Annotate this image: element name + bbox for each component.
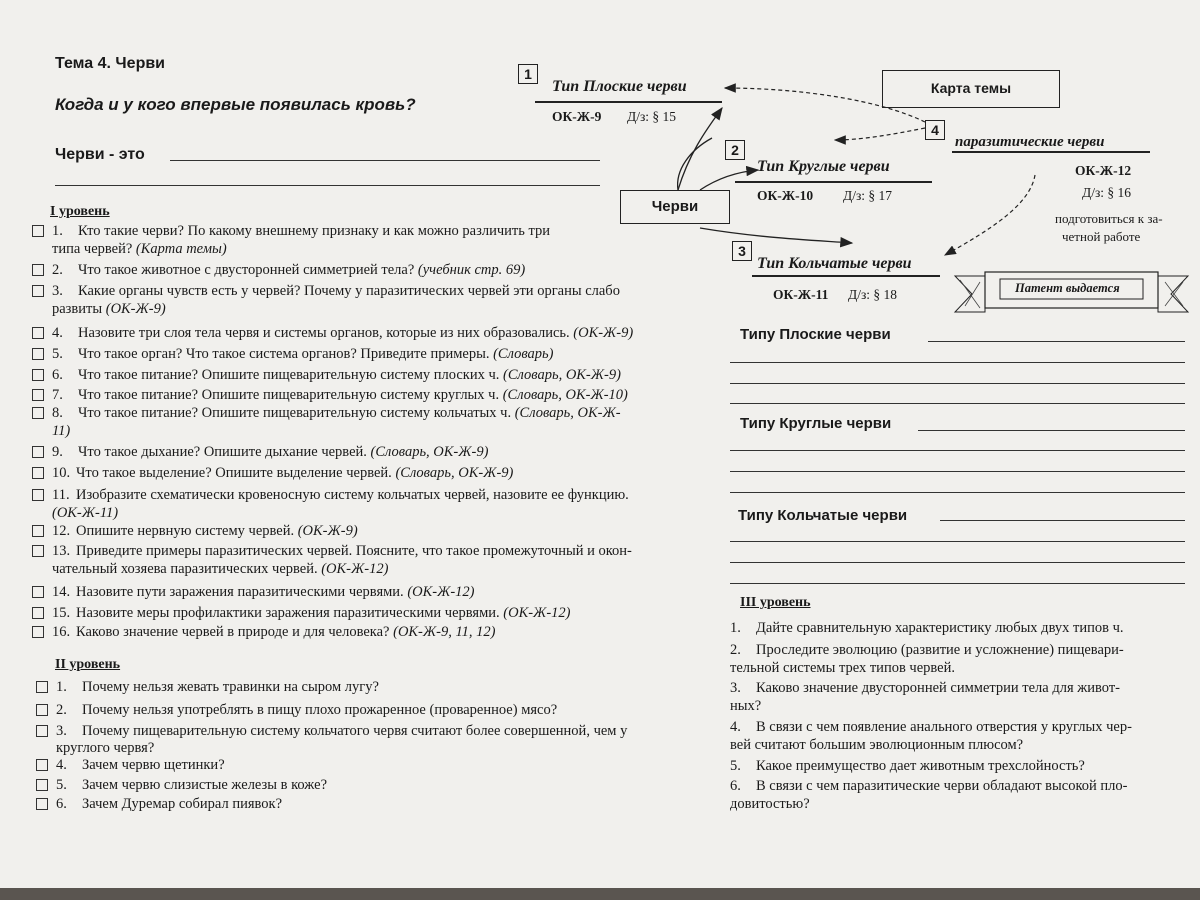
question-ref: (ОК-Ж-9) bbox=[105, 301, 166, 317]
patent-flat-line-1[interactable] bbox=[730, 362, 1185, 363]
level3-question bbox=[730, 680, 1120, 697]
exam-note-1: подготовиться к за- bbox=[1055, 211, 1163, 226]
level3-question bbox=[730, 642, 1124, 659]
question-text: Опишите нервную систему червей. bbox=[76, 523, 295, 539]
level1-question bbox=[52, 605, 570, 622]
level1-question bbox=[52, 543, 632, 560]
type1-ok: ОК-Ж-9 bbox=[552, 109, 602, 124]
question-ref: (Словарь, ОК-Ж-9) bbox=[395, 465, 514, 481]
question-text: Какие органы чувств есть у червей? Почему у паразитических червей эти органы слабо bbox=[78, 283, 620, 299]
question-ref: (ОК-Ж-9) bbox=[297, 523, 358, 539]
question-checkbox[interactable] bbox=[32, 407, 44, 419]
question-number: 2. bbox=[56, 702, 67, 718]
question-text: Каково значение червей в природе и для человека? bbox=[76, 624, 390, 640]
type3-name: Тип Кольчатые черви bbox=[757, 255, 912, 272]
type2-name: Тип Круглые черви bbox=[757, 158, 890, 175]
question-text: Изобразите схематически кровеносную систему кольчатых червей, назовите ее функцию. bbox=[76, 487, 629, 503]
level2-question bbox=[56, 723, 627, 740]
level3-question bbox=[730, 719, 1132, 736]
question-text-cont: чательный хозяева паразитических червей. bbox=[52, 561, 318, 577]
question-number: 16. bbox=[52, 624, 71, 640]
question-text: В связи с чем паразитические черви обладают высокой пло- bbox=[756, 778, 1128, 794]
question-text: Назовите три слоя тела червя и системы органов, которые из них образовались. bbox=[78, 325, 570, 341]
question-number: 3. bbox=[56, 723, 67, 739]
level1-question-cont bbox=[52, 423, 70, 440]
question-ref: (Словарь, ОК-Ж-9) bbox=[370, 444, 489, 460]
patent-ringed-line-2[interactable] bbox=[730, 562, 1185, 563]
patent-ringed-line-3[interactable] bbox=[730, 583, 1185, 584]
type4-dz: Д/з: § 16 bbox=[1082, 185, 1132, 200]
question-text-cont: довитостью? bbox=[730, 796, 810, 812]
question-number: 1. bbox=[730, 620, 741, 636]
exam-note-2: четной работе bbox=[1062, 229, 1141, 244]
level1-question bbox=[52, 584, 475, 601]
level2-question bbox=[56, 702, 557, 719]
question-number: 1. bbox=[52, 223, 63, 239]
question-text: Зачем червю слизистые железы в коже? bbox=[82, 777, 327, 793]
level3-question bbox=[730, 778, 1127, 795]
question-number: 5. bbox=[730, 758, 741, 774]
question-number: 4. bbox=[730, 719, 741, 735]
question-number: 13. bbox=[52, 543, 71, 559]
question-text: Что такое питание? Опишите пищеварительную систему кольчатых ч. bbox=[78, 405, 512, 421]
question-text-cont: развиты bbox=[52, 301, 103, 317]
level1-question bbox=[52, 405, 621, 422]
type1-number: 1 bbox=[518, 64, 538, 84]
question-text: Что такое питание? Опишите пищеварительную систему плоских ч. bbox=[78, 367, 500, 383]
level1-question bbox=[52, 487, 629, 504]
question-ref: (Словарь, ОК-Ж- bbox=[514, 405, 621, 421]
question-text: Почему нельзя жевать травинки на сыром лугу? bbox=[82, 679, 379, 695]
question-ref: (ОК-Ж-9) bbox=[573, 325, 634, 341]
question-checkbox[interactable] bbox=[36, 681, 48, 693]
question-number: 14. bbox=[52, 584, 71, 600]
level3-title: III уровень bbox=[740, 595, 811, 610]
level2-question bbox=[56, 796, 282, 813]
level1-title: I уровень bbox=[50, 204, 110, 219]
question-checkbox[interactable] bbox=[32, 545, 44, 557]
question-text: Какое преимущество дает животным трехслойность? bbox=[756, 758, 1085, 774]
question-checkbox[interactable] bbox=[36, 798, 48, 810]
question-text: Что такое дыхание? Опишите дыхание червей. bbox=[78, 444, 367, 460]
level3-question bbox=[730, 758, 1085, 775]
question-ref: (Словарь) bbox=[493, 346, 554, 362]
question-text-cont: круглого червя? bbox=[56, 740, 155, 756]
question-text: Что такое выделение? Опишите выделение червей. bbox=[76, 465, 392, 481]
question-number: 8. bbox=[52, 405, 63, 421]
question-number: 6. bbox=[730, 778, 741, 794]
question-text: Зачем червю щетинки? bbox=[82, 757, 225, 773]
type1-name: Тип Плоские черви bbox=[552, 78, 687, 95]
type4-name: паразитические черви bbox=[955, 134, 1105, 150]
question-checkbox[interactable] bbox=[32, 369, 44, 381]
type2-dz: Д/з: § 17 bbox=[843, 188, 893, 203]
question-ref: (ОК-Ж-9, 11, 12) bbox=[393, 624, 496, 640]
level2-question-cont bbox=[56, 740, 154, 757]
question-number: 7. bbox=[52, 387, 63, 403]
question-number: 5. bbox=[52, 346, 63, 362]
type4-number: 4 bbox=[925, 120, 945, 140]
patent-flat-label: Типу Плоские черви bbox=[740, 326, 891, 343]
question-ref: (Словарь, ОК-Ж-10) bbox=[502, 387, 628, 403]
level1-question bbox=[52, 367, 621, 384]
question-ref-cont: (ОК-Ж-11) bbox=[52, 505, 119, 521]
question-number: 11. bbox=[52, 487, 70, 503]
patent-flat-line-2[interactable] bbox=[730, 383, 1185, 384]
question-number: 1. bbox=[56, 679, 67, 695]
question-checkbox[interactable] bbox=[32, 626, 44, 638]
question-ref: (ОК-Ж-12) bbox=[407, 584, 475, 600]
level2-question bbox=[56, 757, 225, 774]
question-text: Что такое животное с двусторонней симметрией тела? bbox=[78, 262, 415, 278]
question-checkbox[interactable] bbox=[32, 389, 44, 401]
question-ref: (Карта темы) bbox=[135, 241, 227, 257]
patent-flat-line-3[interactable] bbox=[730, 403, 1185, 404]
level1-question bbox=[52, 465, 513, 482]
topic-title: Тема 4. Черви bbox=[55, 55, 166, 72]
patent-flat-line-0[interactable] bbox=[928, 341, 1185, 342]
level3-question-cont bbox=[730, 698, 761, 715]
main-question: Когда и у кого впервые появилась кровь? bbox=[55, 95, 416, 114]
question-checkbox[interactable] bbox=[36, 725, 48, 737]
question-ref: (учебник стр. 69) bbox=[417, 262, 526, 278]
type3-number: 3 bbox=[732, 241, 752, 261]
level2-question bbox=[56, 679, 379, 696]
question-number: 4. bbox=[52, 325, 63, 341]
question-text: Почему нельзя употреблять в пищу плохо прожаренное (проваренное) мясо? bbox=[82, 702, 558, 718]
question-checkbox[interactable] bbox=[32, 348, 44, 360]
level2-question bbox=[56, 777, 327, 794]
definition-label: Черви - это bbox=[55, 146, 145, 163]
map-title: Карта темы bbox=[930, 80, 1012, 96]
level1-question bbox=[52, 387, 628, 404]
patent-round-line-2[interactable] bbox=[730, 471, 1185, 472]
question-number: 2. bbox=[730, 642, 741, 658]
question-number: 15. bbox=[52, 605, 71, 621]
patent-round-line-0[interactable] bbox=[918, 430, 1185, 431]
question-text: Каково значение двусторонней симметрии тела для живот- bbox=[756, 680, 1121, 696]
question-checkbox[interactable] bbox=[32, 607, 44, 619]
question-number: 9. bbox=[52, 444, 63, 460]
level1-question bbox=[52, 346, 553, 363]
level1-question bbox=[52, 523, 358, 540]
type2-ok: ОК-Ж-10 bbox=[757, 188, 814, 203]
question-text: Назовите пути заражения паразитическими червями. bbox=[76, 584, 404, 600]
level1-question-cont bbox=[52, 505, 118, 522]
question-checkbox[interactable] bbox=[32, 489, 44, 501]
type3-dz: Д/з: § 18 bbox=[848, 287, 898, 302]
question-number: 6. bbox=[56, 796, 67, 812]
question-text: Кто такие черви? По какому внешнему признаку и как можно различить три bbox=[78, 223, 550, 239]
question-checkbox[interactable] bbox=[32, 586, 44, 598]
level3-question-cont bbox=[730, 660, 955, 677]
level3-question-cont bbox=[730, 796, 810, 813]
question-text: В связи с чем появление анального отверстия у круглых чер- bbox=[756, 719, 1132, 735]
question-text-cont: типа червей? bbox=[52, 241, 133, 257]
question-text: Проследите эволюцию (развитие и усложнение) пищевари- bbox=[756, 642, 1124, 658]
type4-ok: ОК-Ж-12 bbox=[1075, 163, 1132, 178]
question-checkbox[interactable] bbox=[36, 779, 48, 791]
question-text-cont: вей считают большим эволюционным плюсом? bbox=[730, 737, 1024, 753]
question-text: Дайте сравнительную характеристику любых двух типов ч. bbox=[756, 620, 1124, 636]
question-checkbox[interactable] bbox=[36, 759, 48, 771]
patent-ringed-label: Типу Кольчатые черви bbox=[738, 507, 908, 524]
level3-question bbox=[730, 620, 1124, 637]
patent-round-label: Типу Круглые черви bbox=[740, 415, 892, 432]
question-number: 3. bbox=[730, 680, 741, 696]
question-number: 12. bbox=[52, 523, 71, 539]
map-center: Черви bbox=[651, 198, 699, 215]
question-checkbox[interactable] bbox=[36, 704, 48, 716]
level3-question-cont bbox=[730, 737, 1023, 754]
question-checkbox[interactable] bbox=[32, 525, 44, 537]
level2-title: II уровень bbox=[55, 657, 121, 672]
question-ref: (ОК-Ж-12) bbox=[321, 561, 389, 577]
question-text: Почему пищеварительную систему кольчатого червя считают более совершенной, чем у bbox=[82, 723, 628, 739]
question-text-cont: ных? bbox=[730, 698, 762, 714]
patent-ribbon-text: Патент выдается bbox=[1015, 281, 1120, 295]
question-checkbox[interactable] bbox=[32, 467, 44, 479]
question-number: 6. bbox=[52, 367, 63, 383]
question-ref: (Словарь, ОК-Ж-9) bbox=[503, 367, 621, 383]
question-number: 4. bbox=[56, 757, 67, 773]
level1-question bbox=[52, 444, 488, 461]
question-text: Что такое орган? Что такое система органов? Приведите примеры. bbox=[78, 346, 490, 362]
patent-round-line-1[interactable] bbox=[730, 450, 1185, 451]
patent-ringed-line-1[interactable] bbox=[730, 541, 1185, 542]
question-text-cont: тельной системы трех типов червей. bbox=[730, 660, 955, 676]
patent-round-line-3[interactable] bbox=[730, 492, 1185, 493]
level1-question-cont bbox=[52, 561, 388, 578]
question-text: Приведите примеры паразитических червей. Поясните, что такое промежуточный и окон- bbox=[76, 543, 632, 559]
question-text: Что такое питание? Опишите пищеварительную систему круглых ч. bbox=[78, 387, 500, 403]
level1-question bbox=[52, 624, 495, 641]
question-number: 2. bbox=[52, 262, 63, 278]
map-center-box bbox=[620, 190, 730, 224]
question-number: 5. bbox=[56, 777, 67, 793]
question-number: 3. bbox=[52, 283, 63, 299]
question-checkbox[interactable] bbox=[32, 446, 44, 458]
type2-number: 2 bbox=[725, 140, 745, 160]
question-number: 10. bbox=[52, 465, 71, 481]
type1-dz: Д/з: § 15 bbox=[627, 109, 677, 124]
question-text: Назовите меры профилактики заражения паразитическими червями. bbox=[76, 605, 500, 621]
question-ref-cont: 11) bbox=[52, 423, 71, 439]
question-ref: (ОК-Ж-12) bbox=[503, 605, 571, 621]
patent-ringed-line-0[interactable] bbox=[940, 520, 1185, 521]
map-title-box bbox=[882, 70, 1060, 108]
type3-ok: ОК-Ж-11 bbox=[773, 287, 829, 302]
question-text: Зачем Дуремар собирал пиявок? bbox=[82, 796, 283, 812]
